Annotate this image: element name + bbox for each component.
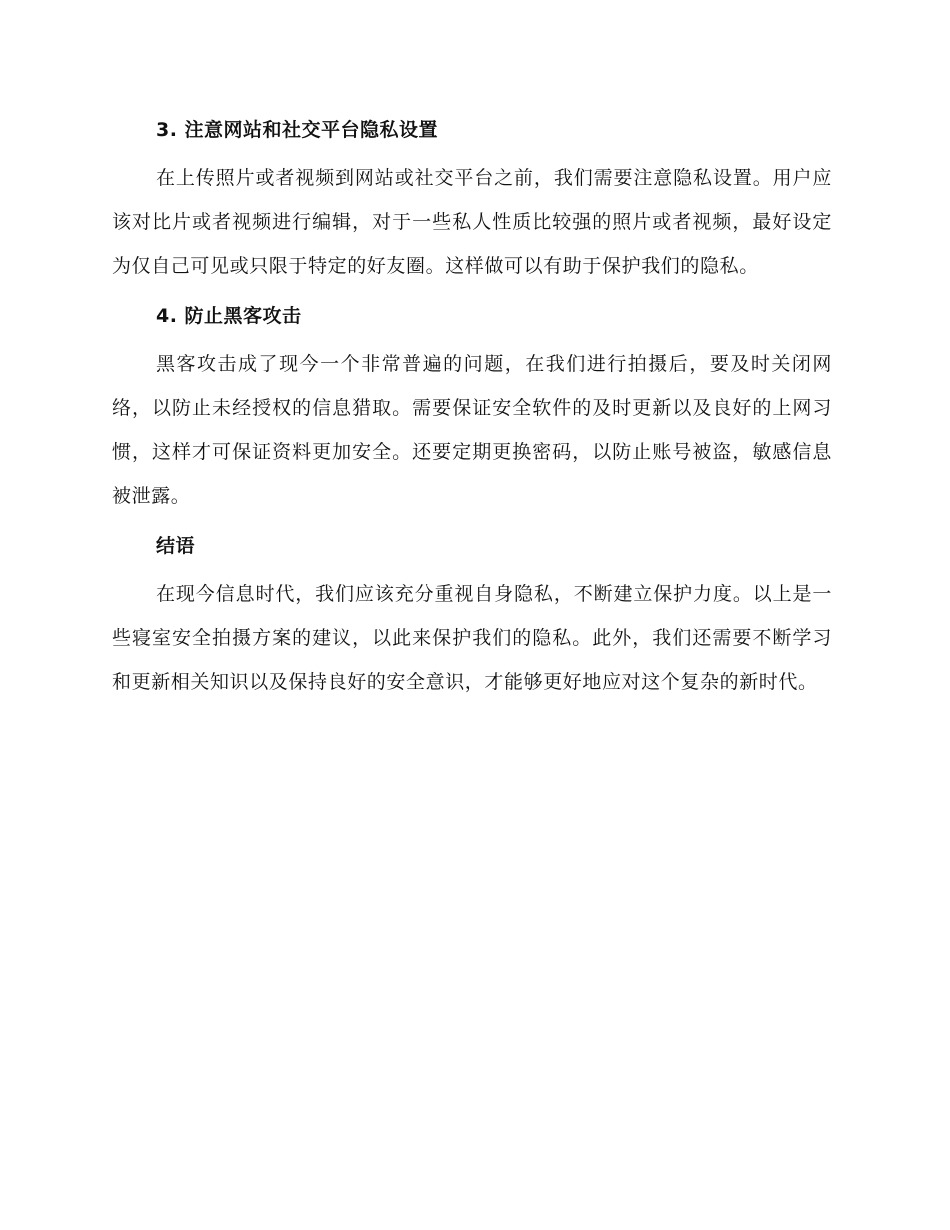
section-paragraph: 在上传照片或者视频到网站或社交平台之前，我们需要注意隐私设置。用户应该对比片或者视频进行编辑，对于一些私人性质比较强的照片或者视频，最好设定为仅自己可见或只限于特定的好友圈。这样做可以有助于保护我们的隐私。 — [112, 167, 832, 277]
section-heading: 结语 — [156, 535, 196, 557]
section-heading: 4. 防止黑客攻击 — [156, 305, 302, 327]
document-body — [112, 110, 832, 712]
section-paragraph: 黑客攻击成了现今一个非常普遍的问题，在我们进行拍摄后，要及时关闭网络，以防止未经授权的信息猎取。需要保证安全软件的及时更新以及良好的上网习惯，这样才可保证资料更加安全。还要定期更换密码，以防止账号被盗，敏感信息被泄露。 — [112, 353, 832, 507]
section-privacy-settings — [112, 110, 832, 288]
section-heading: 3. 注意网站和社交平台隐私设置 — [156, 119, 439, 141]
section-hacker-prevention — [112, 296, 832, 518]
section-conclusion — [112, 526, 832, 704]
section-paragraph: 在现今信息时代，我们应该充分重视自身隐私，不断建立保护力度。以上是一些寝室安全拍摄方案的建议，以此来保护我们的隐私。此外，我们还需要不断学习和更新相关知识以及保持良好的安全意识，才能够更好地应对这个复杂的新时代。 — [112, 583, 832, 693]
